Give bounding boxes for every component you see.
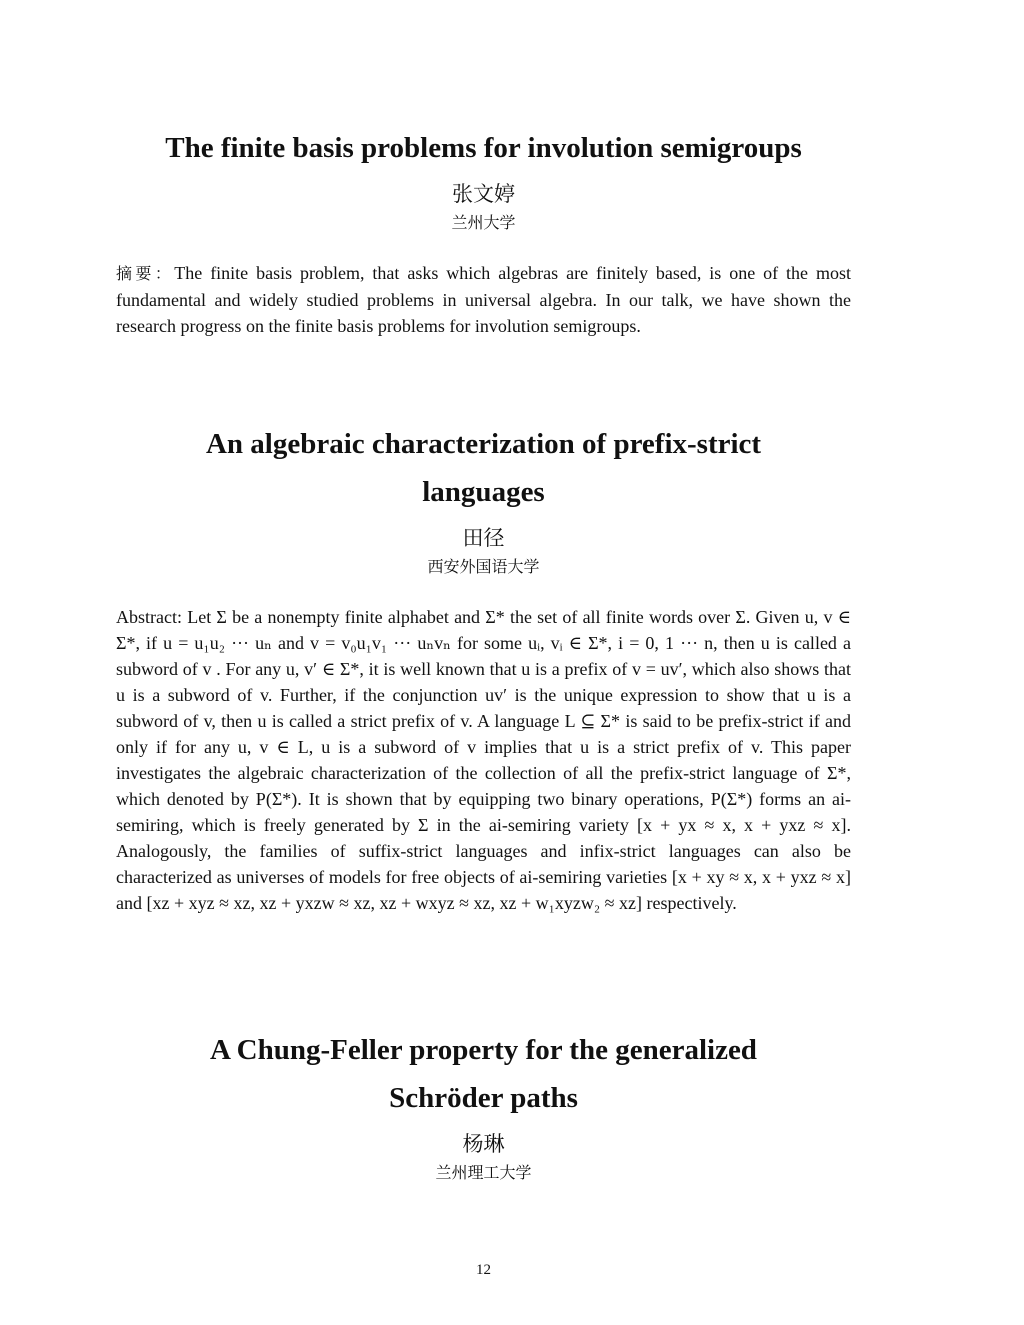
- talk-title: The finite basis problems for involution semigroups: [165, 132, 802, 164]
- author-name: 杨琳: [462, 1132, 505, 1156]
- abstract-label: Abstract:: [116, 607, 188, 627]
- author-name: 田径: [462, 526, 505, 550]
- paper-page: [116, 0, 851, 1325]
- author-affiliation: 兰州理工大学: [435, 1163, 532, 1182]
- talk-entry: [116, 420, 851, 916]
- talk-entry: [116, 1026, 851, 1184]
- talk-title-line-1: An algebraic characterization of prefix-strict: [205, 428, 762, 460]
- talk-title-line-2: languages: [422, 476, 545, 508]
- talk-title-line-1: A Chung-Feller property for the generalized: [210, 1034, 757, 1066]
- page-number: 12: [476, 1262, 491, 1278]
- talk-title-line-2: Schröder paths: [389, 1082, 578, 1114]
- abstract-text: The finite basis problem, that asks which algebras are finitely based, is one of the most fundamental and widely studied problems in universal algebra. In our talk, we have shown the research progress on the finite basis problems for involution semigroups.: [116, 263, 851, 336]
- author-affiliation: 西安外国语大学: [427, 557, 540, 576]
- author-affiliation: 兰州大学: [451, 213, 516, 232]
- talk-title: [116, 420, 851, 516]
- talk-entry: [116, 124, 851, 339]
- abstract-text: Let Σ be a nonempty finite alphabet and Σ* the set of all finite words over Σ. Given u, v ∈ Σ*, if u = u₁u₂ ··· uₙ and v = v₀u₁v₁ ··· uₙvₙ for some uᵢ, vᵢ ∈ Σ*, i = 0, 1 ··· n, then u is called a subword of v . For any u, v′ ∈ Σ*, it is well known that u is a prefix of v = uv′, which also shows that u is a subword of v. Further, if the conjunction uv′ is the unique expression to show that u is a subword of v, then u is called a strict prefix of v. A language L ⊆ Σ* is said to be prefix-strict if and only if for any u, v ∈ L, u is a subword of v implies that u is a strict prefix of v. This paper investigates the algebraic characterization of the collection of all the prefix-strict language of Σ*, which denoted by P(Σ*). It is shown that by equipping two binary operations, P(Σ*) forms an ai-semiring, which is freely generated by Σ in the ai-semiring variety [x + yx ≈ x, x + yxz ≈ x]. Analogously, the families of suffix-strict languages and infix-strict languages can also be characterized as universes of models for free objects of ai-semiring varieties [x + xy ≈ x, x + yxz ≈ x] and [xz + xyz ≈ xz, xz + yxzw ≈ xz, xz + wxyz ≈ xz, xz + w₁xyzw₂ ≈ xz] respectively.: [116, 607, 851, 913]
- author-name: 张文婷: [452, 182, 515, 206]
- talk-title: [116, 1026, 851, 1122]
- abstract-label: 摘要：: [116, 264, 175, 283]
- abstract: [116, 260, 851, 339]
- abstract: [116, 604, 851, 916]
